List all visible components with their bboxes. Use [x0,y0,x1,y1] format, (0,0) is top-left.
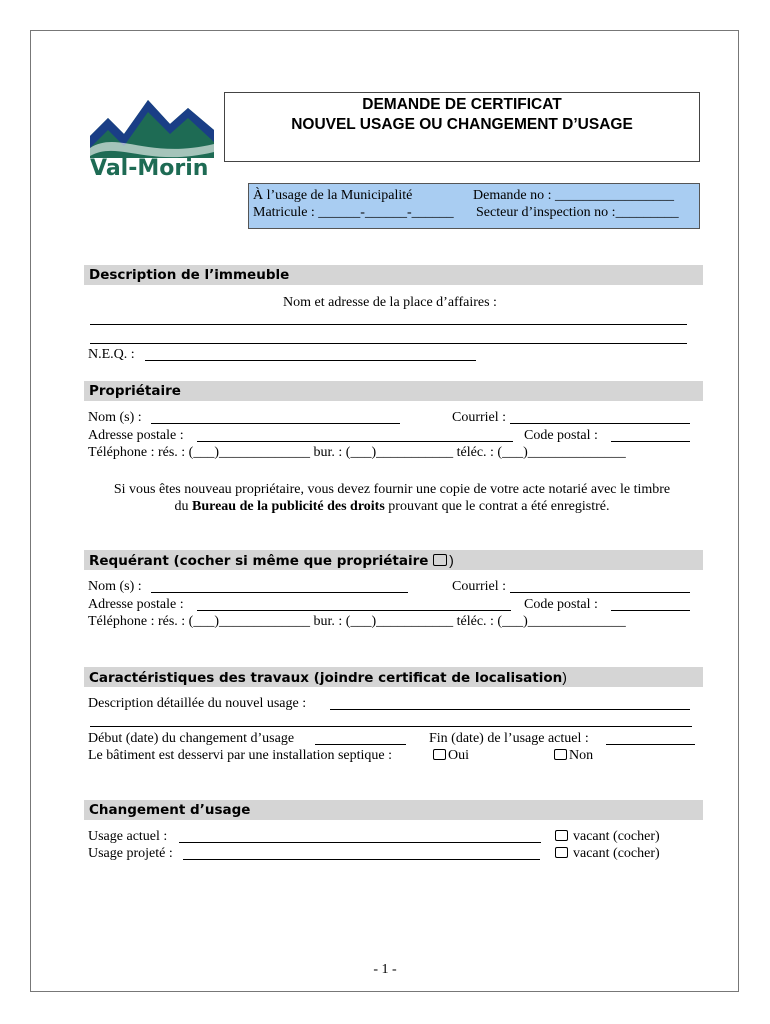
septique-non-checkbox[interactable] [554,749,567,760]
description-usage-line-2[interactable] [90,726,692,727]
req-adresse-label: Adresse postale : [88,597,184,612]
section-heading-changement: Changement d’usage [84,800,703,820]
septique-label: Le bâtiment est desservi par une installation septique : [88,748,393,763]
title-line-2: NOUVEL USAGE OU CHANGEMENT D’USAGE [291,116,633,133]
septique-oui-checkbox[interactable] [433,749,446,760]
description-usage-field[interactable] [330,709,690,710]
prop-courriel-label: Courriel : [452,410,507,425]
vacant-actuel-checkbox[interactable] [555,830,568,841]
place-affaires-line-1[interactable] [90,324,687,325]
prop-adresse-field[interactable] [197,441,513,442]
prop-nom-label: Nom (s) : [88,410,142,425]
notice-line-2-pre: du [174,499,192,514]
usage-projete-field[interactable] [183,859,540,860]
fin-label: Fin (date) de l’usage actuel : [429,731,589,746]
debut-date-field[interactable] [315,744,406,745]
neq-field[interactable] [145,360,476,361]
section-heading-requerant [84,550,703,570]
municipality-use-box [248,183,700,229]
vacant-actuel-option[interactable] [555,829,660,845]
vacant-projete-option[interactable] [555,846,660,862]
requerant-heading-tail: ) [449,552,454,568]
notice-line-1: Si vous êtes nouveau propriétaire, vous devez fournir une copie de votre acte notarié avec le timbre [113,482,671,497]
fin-date-field[interactable] [606,744,695,745]
req-telephone-fields[interactable]: Téléphone : rés. : (___)_____________ bur. : (___)___________ téléc. : (___)______________ [88,614,626,629]
usage-actuel-field[interactable] [179,842,541,843]
prop-telephone-fields[interactable]: Téléphone : rés. : (___)_____________ bur. : (___)___________ téléc. : (___)______________ [88,445,626,460]
req-adresse-field[interactable] [197,610,511,611]
req-nom-field[interactable] [151,592,408,593]
same-as-owner-checkbox[interactable] [433,554,447,566]
title-line-1: DEMANDE DE CERTIFICAT [362,96,562,113]
requerant-heading-text: Requérant (cocher si même que propriétaire [89,553,434,569]
debut-label: Début (date) du changement d’usage [88,731,295,746]
muni-usage-label: À l’usage de la Municipalité [253,188,413,203]
section-heading-travaux [84,667,703,687]
val-morin-logo [88,90,216,186]
usage-actuel-label: Usage actuel : [88,829,168,844]
septique-non-option[interactable] [554,748,593,764]
place-affaires-line-2[interactable] [90,343,687,344]
prop-courriel-field[interactable] [510,423,690,424]
prop-code-postal-field[interactable] [611,441,690,442]
neq-label: N.E.Q. : [88,347,135,362]
section-heading-immeuble: Description de l’immeuble [84,265,703,285]
vacant-projete-checkbox[interactable] [555,847,568,858]
notice-bold-text: Bureau de la publicité des droits [192,499,385,514]
matricule-field[interactable]: Matricule : ______-______-______ [253,205,454,220]
description-usage-label: Description détaillée du nouvel usage : [88,696,307,711]
travaux-heading-text: Caractéristiques des travaux (joindre certificat de localisation [89,670,563,686]
demande-no-field[interactable]: Demande no : _________________ [473,188,675,203]
secteur-inspection-field[interactable]: Secteur d’inspection no :_________ [476,205,679,220]
page-number: - 1 - [373,962,397,977]
section-heading-proprietaire: Propriétaire [84,381,703,401]
vacant-actuel-label: vacant (cocher) [573,829,660,844]
prop-code-postal-label: Code postal : [524,428,598,443]
septique-oui-option[interactable] [433,748,469,764]
travaux-heading-tail: ) [562,669,567,685]
title-box [224,92,700,162]
req-courriel-label: Courriel : [452,579,507,594]
notice-line-2 [78,499,706,515]
prop-adresse-label: Adresse postale : [88,428,184,443]
logo-text: Val-Morin [90,156,209,181]
vacant-projete-label: vacant (cocher) [573,846,660,861]
place-affaires-label: Nom et adresse de la place d’affaires : [283,295,497,310]
non-label: Non [569,748,594,763]
req-code-postal-label: Code postal : [524,597,598,612]
notice-line-2-post: prouvant que le contrat a été enregistré. [384,499,610,514]
usage-projete-label: Usage projeté : [88,846,173,861]
req-nom-label: Nom (s) : [88,579,142,594]
req-courriel-field[interactable] [510,592,690,593]
prop-nom-field[interactable] [151,423,400,424]
oui-label: Oui [448,748,469,763]
req-code-postal-field[interactable] [611,610,690,611]
